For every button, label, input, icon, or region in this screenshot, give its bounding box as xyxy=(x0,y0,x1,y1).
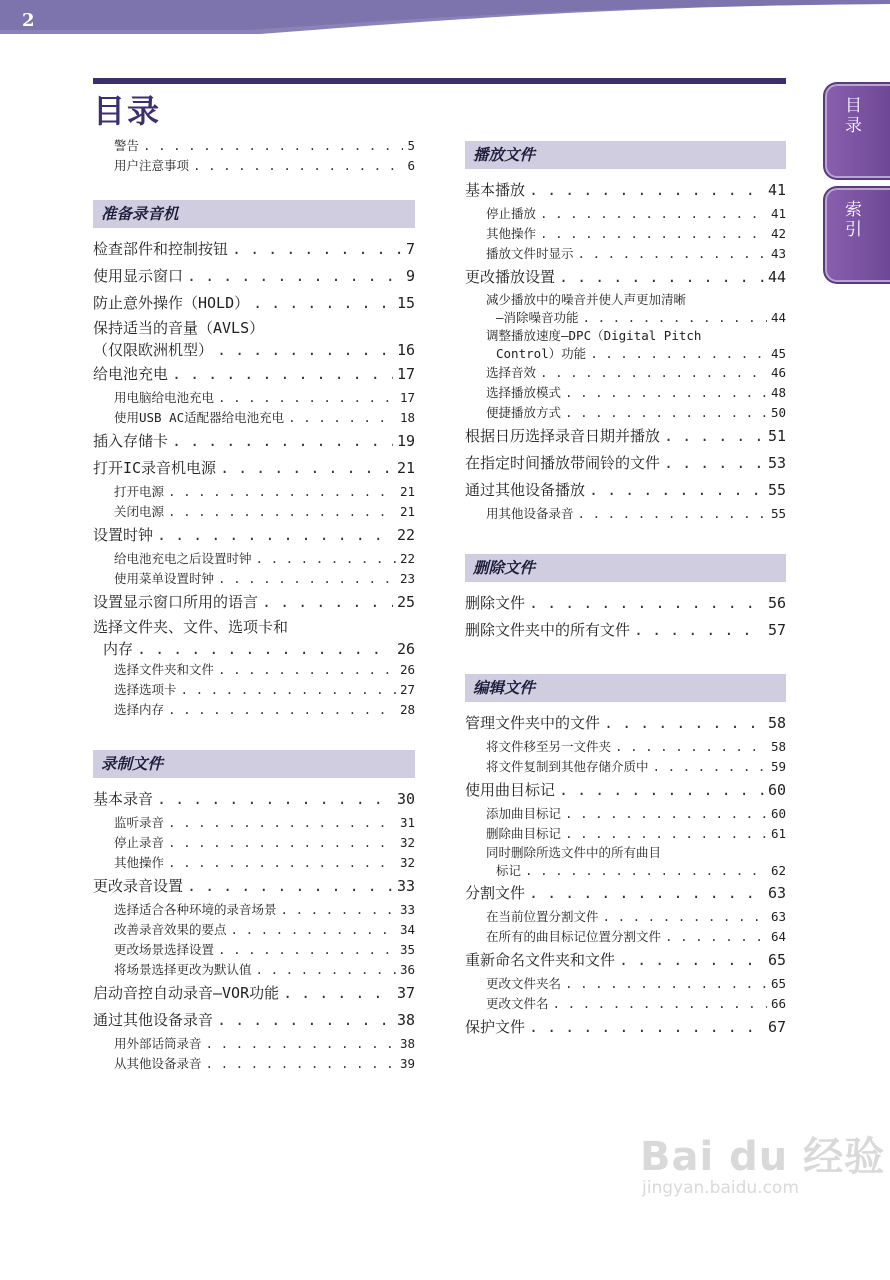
toc-label: 通过其他设备播放 xyxy=(465,481,586,499)
toc-subentry[interactable] xyxy=(465,804,786,824)
toc-page: 6 xyxy=(407,158,415,173)
toc-label: 在当前位置分割文件 xyxy=(486,909,599,924)
toc-subentry[interactable] xyxy=(93,940,415,960)
toc-label: 更改文件名 xyxy=(486,996,549,1011)
toc-page: 60 xyxy=(770,806,786,821)
toc-label: 通过其他设备录音 xyxy=(93,1011,214,1029)
toc-page: 62 xyxy=(770,863,786,878)
toc-entry[interactable] xyxy=(93,1007,415,1034)
toc-page: 7 xyxy=(405,240,415,258)
toc-subentry[interactable] xyxy=(465,737,786,757)
toc-page: 58 xyxy=(767,714,786,732)
toc-label: 选择播放模式 xyxy=(486,385,562,400)
toc-label: 删除曲目标记 xyxy=(486,826,562,841)
toc-entry[interactable] xyxy=(93,589,415,616)
toc-label: 给电池充电 xyxy=(93,365,169,383)
toc-entry[interactable] xyxy=(93,455,415,482)
toc-subentry[interactable] xyxy=(465,862,786,880)
toc-label: （仅限欧洲机型） xyxy=(93,341,214,359)
toc-page: 22 xyxy=(396,526,415,544)
section-header-prep: 准备录音机 xyxy=(93,200,415,228)
toc-label: 用外部话筒录音 xyxy=(114,1036,202,1051)
toc-subentry[interactable] xyxy=(465,403,786,423)
toc-page: 32 xyxy=(399,855,415,870)
toc-label: 警告 xyxy=(114,138,140,153)
toc-entry[interactable] xyxy=(465,477,786,504)
toc-page: 17 xyxy=(396,365,415,383)
toc-right-column xyxy=(465,141,786,1041)
toc-entry[interactable] xyxy=(465,710,786,737)
toc-subentry[interactable] xyxy=(465,994,786,1014)
toc-label: 标记 xyxy=(496,863,522,878)
toc-entry[interactable] xyxy=(93,156,415,176)
toc-entry[interactable] xyxy=(465,450,786,477)
toc-label: 更改播放设置 xyxy=(465,268,556,286)
toc-page: 30 xyxy=(396,790,415,808)
toc-label: 添加曲目标记 xyxy=(486,806,562,821)
toc-label: 改善录音效果的要点 xyxy=(114,922,227,937)
toc-subentry[interactable] xyxy=(465,383,786,403)
toc-subentry[interactable] xyxy=(465,224,786,244)
toc-page: 55 xyxy=(767,481,786,499)
toc-subentry[interactable] xyxy=(93,408,415,428)
toc-page: 51 xyxy=(767,427,786,445)
toc-page: 46 xyxy=(770,365,786,380)
toc-page: 38 xyxy=(396,1011,415,1029)
toc-page: 19 xyxy=(396,432,415,450)
toc-entry[interactable] xyxy=(465,590,786,617)
toc-label: 基本播放 xyxy=(465,181,526,199)
toc-subentry[interactable] xyxy=(465,309,786,327)
toc-label: 将文件复制到其他存储介质中 xyxy=(486,759,649,774)
toc-label: 使用显示窗口 xyxy=(93,267,184,285)
tab-index-label: 索引 xyxy=(841,200,861,240)
toc-label: 检查部件和控制按钮 xyxy=(93,240,229,258)
toc-page: 53 xyxy=(767,454,786,472)
toc-label: 内存 xyxy=(103,640,134,658)
tab-index[interactable] xyxy=(823,186,890,284)
toc-label: 在指定时间播放带闹铃的文件 xyxy=(465,454,661,472)
toc-page: 25 xyxy=(396,593,415,611)
toc-label: Control）功能 xyxy=(496,346,587,361)
toc-subentry[interactable] xyxy=(465,757,786,777)
toc-label: 选择内存 xyxy=(114,702,165,717)
toc-entry[interactable] xyxy=(93,236,415,263)
toc-subentry[interactable] xyxy=(465,927,786,947)
toc-subentry[interactable] xyxy=(465,363,786,383)
toc-page: 32 xyxy=(399,835,415,850)
toc-entry[interactable] xyxy=(93,136,415,156)
toc-label: 删除文件夹中的所有文件 xyxy=(465,621,631,639)
toc-subentry[interactable] xyxy=(93,1034,415,1054)
toc-subentry[interactable] xyxy=(93,853,415,873)
toc-entry[interactable] xyxy=(93,290,415,317)
tab-contents-label: 目录 xyxy=(841,96,861,136)
toc-label: 用其他设备录音 xyxy=(486,506,574,521)
toc-page: 64 xyxy=(770,929,786,944)
toc-page: 45 xyxy=(770,346,786,361)
toc-entry[interactable] xyxy=(465,1014,786,1041)
toc-page: 48 xyxy=(770,385,786,400)
toc-label: 根据日历选择录音日期并播放 xyxy=(465,427,661,445)
toc-label: 关闭电源 xyxy=(114,504,165,519)
toc-subentry[interactable] xyxy=(93,388,415,408)
toc-page: 16 xyxy=(396,341,415,359)
toc-subentry[interactable] xyxy=(93,482,415,502)
section-header-delete: 删除文件 xyxy=(465,554,786,582)
toc-label: 选择选项卡 xyxy=(114,682,177,697)
toc-subentry[interactable] xyxy=(465,907,786,927)
toc-label: 其他操作 xyxy=(114,855,165,870)
toc-subentry[interactable] xyxy=(465,204,786,224)
toc-entry[interactable] xyxy=(93,339,415,361)
toc-subentry[interactable] xyxy=(465,345,786,363)
toc-label: 便捷播放方式 xyxy=(486,405,562,420)
toc-page: 44 xyxy=(770,310,786,325)
toc-entry[interactable] xyxy=(93,873,415,900)
toc-page: 27 xyxy=(399,682,415,697)
toc-label: 分割文件 xyxy=(465,884,526,902)
toc-page: 39 xyxy=(399,1056,415,1071)
toc-label: 监听录音 xyxy=(114,815,165,830)
toc-page: 41 xyxy=(767,181,786,199)
toc-label: 管理文件夹中的文件 xyxy=(465,714,601,732)
toc-page: 18 xyxy=(399,410,415,425)
toc-page: 50 xyxy=(770,405,786,420)
toc-label: 其他操作 xyxy=(486,226,537,241)
toc-entry[interactable] xyxy=(465,423,786,450)
toc-label-line: 同时删除所选文件中的所有曲目 xyxy=(486,845,662,860)
toc-subentry[interactable] xyxy=(93,1054,415,1074)
toc-page: 43 xyxy=(770,246,786,261)
toc-entry[interactable] xyxy=(93,786,415,813)
toc-page: 5 xyxy=(407,138,415,153)
toc-entry[interactable] xyxy=(465,777,786,804)
toc-page: 17 xyxy=(399,390,415,405)
toc-page: 38 xyxy=(399,1036,415,1051)
toc-subentry[interactable] xyxy=(93,549,415,569)
toc-left-column xyxy=(93,136,415,1074)
toc-label: 选择适合各种环境的录音场景 xyxy=(114,902,277,917)
toc-subentry[interactable] xyxy=(93,502,415,522)
toc-label: 更改文件夹名 xyxy=(486,976,562,991)
toc-label: 保护文件 xyxy=(465,1018,526,1036)
toc-label-line: 减少播放中的噪音并使人声更加清晰 xyxy=(486,292,687,307)
toc-label: 打开电源 xyxy=(114,484,165,499)
toc-label: 播放文件时显示 xyxy=(486,246,574,261)
toc-page: 21 xyxy=(399,504,415,519)
toc-page: 21 xyxy=(396,459,415,477)
page-title: 目录 xyxy=(93,92,162,130)
toc-label: 使用菜单设置时钟 xyxy=(114,571,215,586)
toc-subentry[interactable] xyxy=(93,920,415,940)
toc-entry[interactable] xyxy=(93,263,415,290)
toc-page: 55 xyxy=(770,506,786,521)
toc-entry[interactable] xyxy=(465,177,786,204)
toc-label: 停止录音 xyxy=(114,835,165,850)
toc-page: 21 xyxy=(399,484,415,499)
toc-label: 插入存储卡 xyxy=(93,432,169,450)
toc-entry[interactable] xyxy=(465,264,786,291)
toc-subentry[interactable] xyxy=(93,680,415,700)
toc-subentry[interactable] xyxy=(93,569,415,589)
section-header-play: 播放文件 xyxy=(465,141,786,169)
toc-page: 59 xyxy=(770,759,786,774)
toc-page: 26 xyxy=(399,662,415,677)
toc-label: 停止播放 xyxy=(486,206,537,221)
toc-page: 37 xyxy=(396,984,415,1002)
toc-subentry[interactable] xyxy=(93,900,415,920)
toc-label: 使用USB AC适配器给电池充电 xyxy=(114,410,285,425)
toc-label: 在所有的曲目标记位置分割文件 xyxy=(486,929,662,944)
toc-page: 23 xyxy=(399,571,415,586)
toc-label: 更改录音设置 xyxy=(93,877,184,895)
page-number: 2 xyxy=(22,10,35,31)
toc-label: 基本录音 xyxy=(93,790,154,808)
toc-page: 28 xyxy=(399,702,415,717)
toc-entry[interactable] xyxy=(465,880,786,907)
toc-label: 选择文件夹和文件 xyxy=(114,662,215,677)
toc-page: 42 xyxy=(770,226,786,241)
toc-page: 67 xyxy=(767,1018,786,1036)
toc-page: 33 xyxy=(396,877,415,895)
toc-label: 将文件移至另一文件夹 xyxy=(486,739,612,754)
toc-page: 22 xyxy=(399,551,415,566)
toc-page: 57 xyxy=(767,621,786,639)
toc-page: 65 xyxy=(770,976,786,991)
toc-label: 设置显示窗口所用的语言 xyxy=(93,593,259,611)
toc-entry[interactable] xyxy=(93,980,415,1007)
toc-page: 44 xyxy=(767,268,786,286)
toc-page: 66 xyxy=(770,996,786,1011)
toc-page: 56 xyxy=(767,594,786,612)
toc-label-line: 调整播放速度—DPC（Digital Pitch xyxy=(486,328,702,343)
toc-label: —消除噪音功能 xyxy=(496,310,579,325)
toc-page: 61 xyxy=(770,826,786,841)
toc-subentry[interactable] xyxy=(93,700,415,720)
toc-page: 36 xyxy=(399,962,415,977)
toc-label: 给电池充电之后设置时钟 xyxy=(114,551,252,566)
toc-entry[interactable] xyxy=(465,617,786,644)
toc-label: 使用曲目标记 xyxy=(465,781,556,799)
toc-page: 9 xyxy=(405,267,415,285)
toc-page: 60 xyxy=(767,781,786,799)
toc-label-line: 保持适当的音量（AVLS） xyxy=(93,319,265,337)
toc-subentry[interactable] xyxy=(93,660,415,680)
toc-subentry[interactable] xyxy=(465,824,786,844)
toc-page: 35 xyxy=(399,942,415,957)
toc-page: 33 xyxy=(399,902,415,917)
toc-page: 63 xyxy=(770,909,786,924)
toc-page: 15 xyxy=(396,294,415,312)
toc-page: 65 xyxy=(767,951,786,969)
toc-label: 更改场景选择设置 xyxy=(114,942,215,957)
toc-label: 设置时钟 xyxy=(93,526,154,544)
toc-entry[interactable] xyxy=(93,361,415,388)
toc-page: 63 xyxy=(767,884,786,902)
title-rule xyxy=(93,78,786,84)
toc-page: 58 xyxy=(770,739,786,754)
toc-subentry[interactable] xyxy=(93,833,415,853)
toc-subentry[interactable] xyxy=(93,960,415,980)
section-header-edit: 编辑文件 xyxy=(465,674,786,702)
toc-label: 选择音效 xyxy=(486,365,537,380)
toc-label: 从其他设备录音 xyxy=(114,1056,202,1071)
watermark-url: jingyan.baidu.com xyxy=(642,1178,799,1198)
section-header-record: 录制文件 xyxy=(93,750,415,778)
toc-entry[interactable] xyxy=(93,522,415,549)
toc-subentry[interactable] xyxy=(465,244,786,264)
toc-label: 防止意外操作（HOLD） xyxy=(93,294,250,312)
toc-page: 26 xyxy=(396,640,415,658)
toc-entry[interactable] xyxy=(465,947,786,974)
toc-subentry[interactable] xyxy=(93,813,415,833)
toc-label: 打开IC录音机电源 xyxy=(93,459,217,477)
tab-contents[interactable] xyxy=(823,82,890,180)
watermark-brand: Bai du 经验 xyxy=(640,1134,886,1180)
toc-subentry[interactable] xyxy=(465,974,786,994)
toc-label: 重新命名文件夹和文件 xyxy=(465,951,616,969)
toc-label: 删除文件 xyxy=(465,594,526,612)
toc-label: 用户注意事项 xyxy=(114,158,190,173)
top-banner xyxy=(0,0,890,34)
toc-page: 41 xyxy=(770,206,786,221)
toc-page: 31 xyxy=(399,815,415,830)
toc-entry[interactable] xyxy=(93,638,415,660)
toc-label-line: 选择文件夹、文件、选项卡和 xyxy=(93,618,289,636)
toc-subentry[interactable] xyxy=(465,504,786,524)
toc-page: 34 xyxy=(399,922,415,937)
toc-label: 将场景选择更改为默认值 xyxy=(114,962,252,977)
toc-label: 启动音控自动录音—VOR功能 xyxy=(93,984,280,1002)
baidu-watermark xyxy=(640,1125,885,1198)
toc-label: 用电脑给电池充电 xyxy=(114,390,215,405)
toc-entry[interactable] xyxy=(93,428,415,455)
